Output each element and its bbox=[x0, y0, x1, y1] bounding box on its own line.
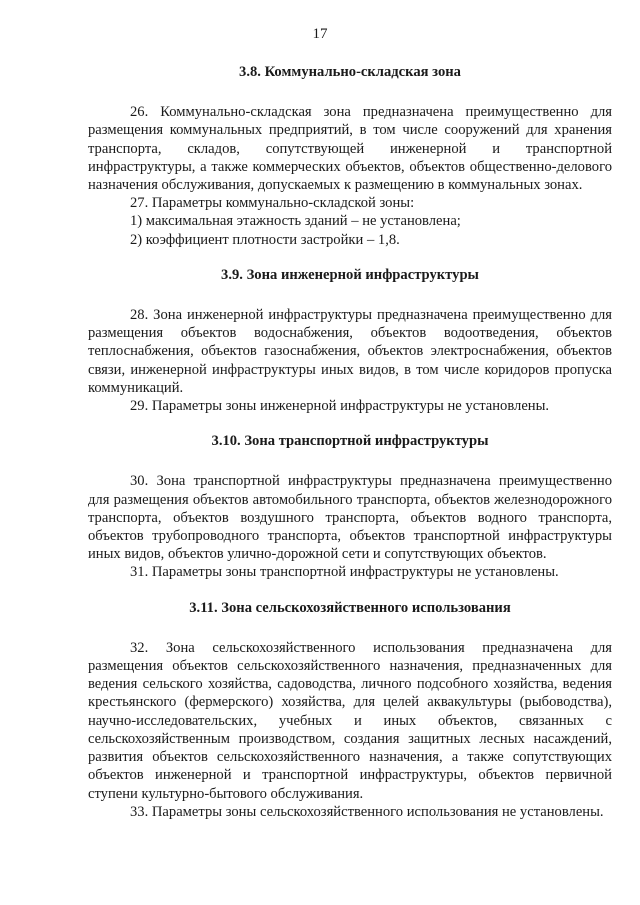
paragraph-32: 32. Зона сельскохозяйственного использования предназначена для размещения объектов сельскохозяйственного назначения, предназначенных для ведения сельского хозяйства, садоводства, личного подсобного хозяйства, ведения крестьянского (фермерского) хозяйства, для целей аквакультуры (рыбоводства), научно-исследовательских, учебных и иных объектов, связанных с сельскохозяйственным производством, создания защитных лесных насаждений, развития объектов сельскохозяйственного назначения, а также сопутствующих объектов инженерной и транспортной инфраструктуры, объектов первичной ступени культурно-бытового обслуживания. bbox=[88, 639, 612, 802]
paragraph-33: 33. Параметры зоны сельскохозяйственного использования не установлены. bbox=[130, 803, 604, 820]
paragraph-26: 26. Коммунально-складская зона предназначена преимущественно для размещения коммунальных предприятий, в том числе сооружений для хранения транспорта, складов, сопутствующей инженерной и транспортной инфраструктуры, а также коммерческих объектов, объектов общественно-делового назначения обслуживания, допускаемых к размещению в коммунальных зонах. bbox=[88, 104, 612, 194]
paragraph-28: 28. Зона инженерной инфраструктуры предназначена преимущественно для размещения объектов водоснабжения, объектов водоотведения, объектов теплоснабжения, объектов газоснабжения, объектов электроснабжения, объектов связи, инженерной инфраструктуры иных видов, в том числе коридоров пропуска коммуникаций. bbox=[88, 307, 612, 396]
paragraph-29: 29. Параметры зоны инженерной инфраструктуры не установлены. bbox=[130, 398, 550, 415]
section-heading-3-10: 3.10. Зона транспортной инфраструктуры bbox=[211, 433, 489, 450]
page-number: 17 bbox=[312, 26, 328, 42]
paragraph-30: 30. Зона транспортной инфраструктуры предназначена преимущественно для размещения объектов автомобильного транспорта, объектов железнодорожного транспорта, объектов воздушного транспорта, объектов водного транспорта, объектов трубопроводного транспорта, объектов транспортной инфраструктуры иных видов, объектов улично-дорожной сети и сопутствующих объектов. bbox=[88, 473, 612, 563]
list-item-1: 1) максимальная этажность зданий – не установлена; bbox=[130, 213, 461, 230]
section-heading-3-9: 3.9. Зона инженерной инфраструктуры bbox=[221, 266, 479, 283]
section-heading-3-11: 3.11. Зона сельскохозяйственного использования bbox=[189, 599, 511, 616]
paragraph-27: 27. Параметры коммунально-складской зоны: bbox=[130, 195, 415, 212]
section-heading-3-8: 3.8. Коммунально-складская зона bbox=[239, 64, 461, 80]
document-body bbox=[88, 63, 612, 821]
paragraph-31: 31. Параметры зоны транспортной инфраструктуры не установлены. bbox=[130, 564, 559, 581]
list-item-2: 2) коэффициент плотности застройки – 1,8. bbox=[130, 231, 400, 248]
